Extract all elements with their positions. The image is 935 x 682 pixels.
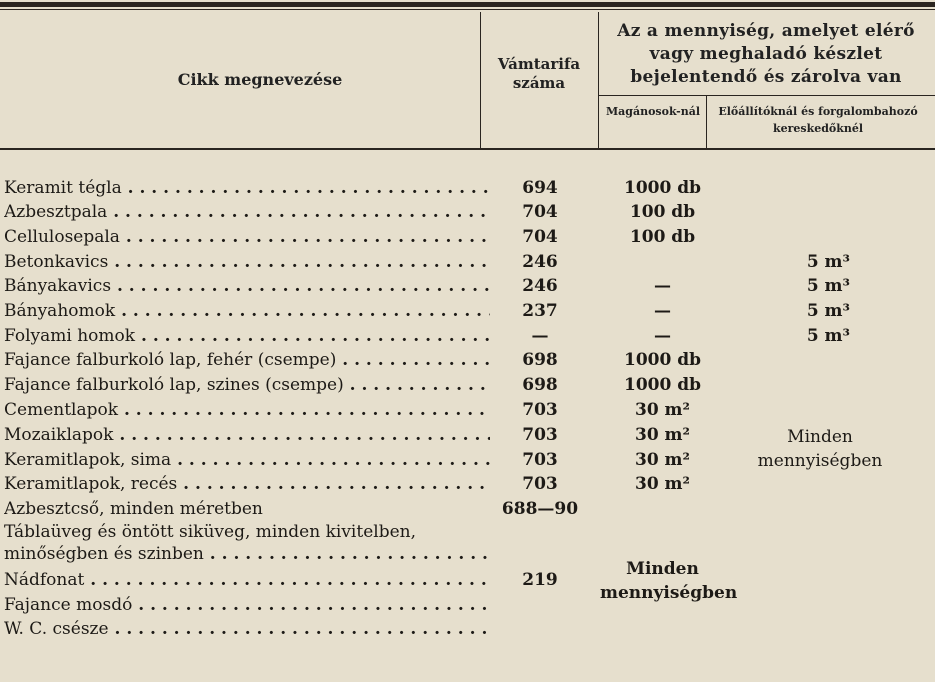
item-eloallitok: 5 m³ (806, 326, 850, 346)
subheader-rule (598, 95, 935, 96)
item-maganosok: 30 m² (634, 425, 690, 445)
table-row (0, 250, 935, 274)
item-maganosok: — (654, 276, 671, 296)
item-name: Cellulosepala . . . (4, 225, 490, 249)
item-name: Keramitlapok, recés . . . (4, 472, 490, 496)
item-name: Bányakavics . . . (4, 274, 490, 298)
item-vamtarifa: 703 (522, 450, 558, 470)
item-vamtarifa: 246 (522, 252, 558, 272)
table-row (0, 617, 935, 641)
table-row (0, 348, 935, 372)
item-maganosok: 1000 db (623, 350, 701, 370)
item-vamtarifa: 246 (522, 276, 558, 296)
column-divider-1 (480, 12, 481, 148)
table-row (0, 274, 935, 298)
table-row (0, 568, 935, 592)
table-row (0, 373, 935, 397)
item-maganosok: 1000 db (623, 375, 701, 395)
item-eloallitok: 5 m³ (806, 276, 850, 296)
header-eloallitok: Előállítóknál és forgalombahozó kereskedőknél (718, 105, 918, 135)
item-name: Fajance falburkoló lap, fehér (csempe) . . . (4, 348, 490, 372)
item-vamtarifa: 703 (522, 474, 558, 494)
item-name: Fajance falburkoló lap, szines (csempe) . . . (4, 373, 490, 397)
header-allowance: Az a mennyiség, amelyet elérő vagy meghaladó készlet bejelentendő és zárolva van (617, 21, 915, 87)
table-row (0, 200, 935, 224)
item-name: Azbesztcső, minden méretben (4, 499, 263, 519)
item-vamtarifa: 704 (522, 227, 558, 247)
header-bottom-rule (0, 148, 935, 150)
item-maganosok: 30 m² (634, 450, 690, 470)
item-maganosok: 100 db (629, 227, 696, 247)
item-vamtarifa: 704 (522, 202, 558, 222)
item-vamtarifa: — (531, 326, 549, 346)
item-name: Keramitlapok, sima . . . (4, 448, 490, 472)
item-name: Azbesztpala . . . (4, 200, 490, 224)
item-name: Mozaiklapok . . . (4, 423, 490, 447)
table-row (0, 299, 935, 323)
table-row (0, 324, 935, 348)
table-row (0, 472, 935, 496)
item-name: Bányahomok . . . (4, 299, 490, 323)
column-divider-2 (598, 12, 599, 148)
item-maganosok: 100 db (629, 202, 696, 222)
item-vamtarifa: 219 (522, 570, 558, 590)
item-name: Nádfonat . . . (4, 568, 490, 592)
table-row (0, 176, 935, 200)
item-name: Cementlapok . . . (4, 398, 490, 422)
item-name: Folyami homok . . . (4, 324, 490, 348)
item-eloallitok: 5 m³ (806, 252, 850, 272)
item-maganosok: 1000 db (623, 178, 701, 198)
item-maganosok: — (654, 326, 671, 346)
item-vamtarifa: 694 (522, 178, 558, 198)
note-minden-ell: Minden mennyiségben (757, 427, 883, 471)
note-minden-mag: Minden mennyiségben (600, 559, 738, 603)
item-vamtarifa: 698 (522, 350, 558, 370)
item-vamtarifa: 703 (522, 425, 558, 445)
item-vamtarifa: 698 (522, 375, 558, 395)
header-cikk: Cikk megnevezése (177, 70, 343, 89)
header-maganosok: Magánosok-nál (605, 105, 701, 118)
header-vamtarifa: Vámtarifa száma (497, 55, 581, 92)
item-name: Táblaüveg és öntött siküveg, minden kivitelben, minőségben és szinben . . . (4, 521, 490, 565)
item-eloallitok: 5 m³ (806, 301, 850, 321)
column-divider-3 (706, 96, 707, 148)
item-vamtarifa: 703 (522, 400, 558, 420)
table-row (0, 398, 935, 422)
item-name: Betonkavics . . . (4, 250, 490, 274)
item-name: Fajance mosdó . . . (4, 593, 490, 617)
table-row (0, 521, 935, 564)
top-double-rule (0, 2, 935, 7)
top-thin-rule (0, 9, 935, 10)
item-maganosok: — (654, 301, 671, 321)
item-name: W. C. csésze . . . (4, 617, 490, 641)
item-vamtarifa: 237 (522, 301, 558, 321)
item-maganosok: 30 m² (634, 474, 690, 494)
item-name: Keramit tégla . . . (4, 176, 490, 200)
table-row (0, 225, 935, 249)
item-vamtarifa: 688—90 (501, 499, 579, 519)
item-maganosok: 30 m² (634, 400, 690, 420)
table-row (0, 593, 935, 617)
table-row (0, 497, 935, 521)
